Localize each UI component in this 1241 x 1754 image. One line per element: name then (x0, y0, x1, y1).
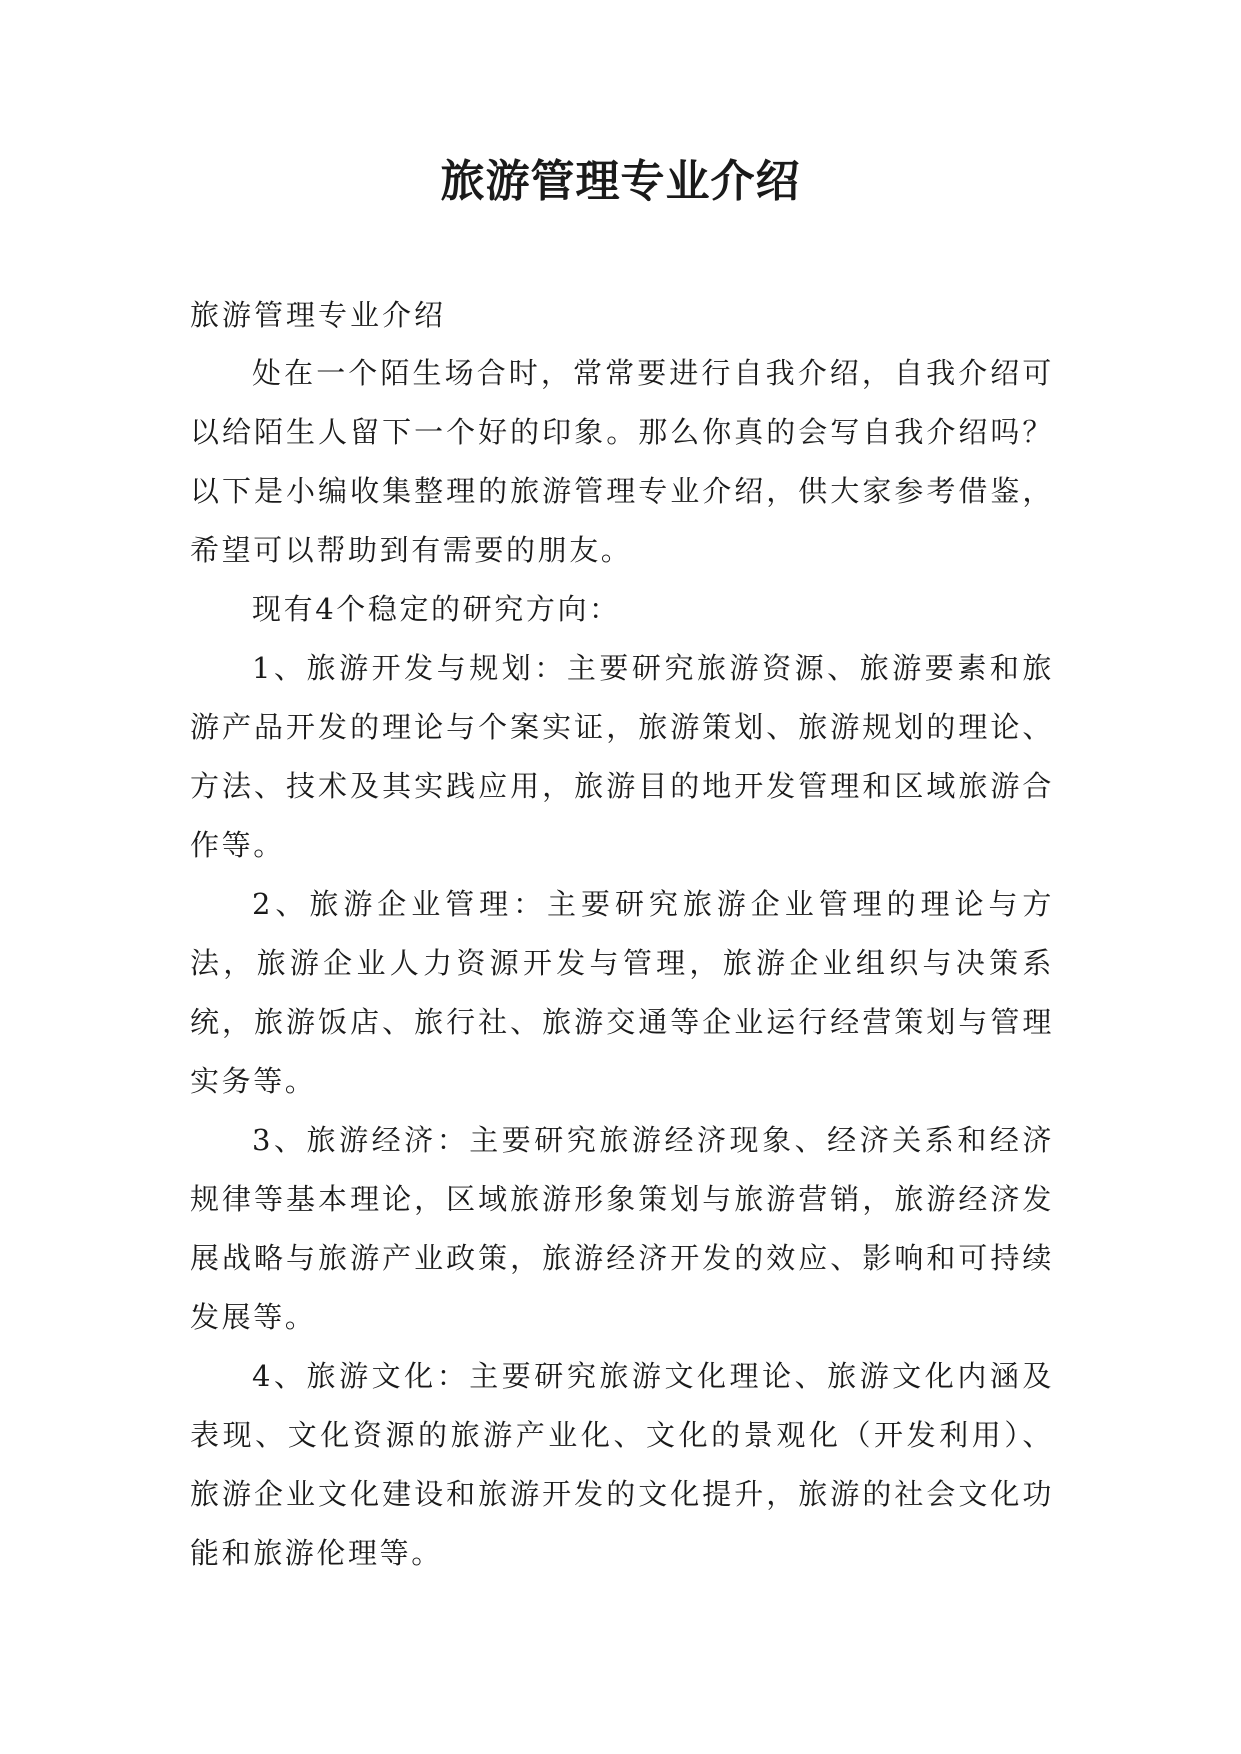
document-title: 旅游管理专业介绍 (440, 156, 801, 207)
research-directions-heading: 现有4个稳定的研究方向： (252, 592, 621, 626)
direction-3-paragraph: 3、旅游经济：主要研究旅游经济现象、经济关系和经济规律等基本理论，区域旅游形象策划与旅游营销，旅游经济发展战略与旅游产业政策，旅游经济开发的效应、影响和可持续发展等。 (190, 1123, 1054, 1334)
document-body (190, 287, 1054, 1583)
document-subtitle: 旅游管理专业介绍 (190, 298, 447, 332)
intro-paragraph: 处在一个陌生场合时，常常要进行自我介绍，自我介绍可以给陌生人留下一个好的印象。那么你真的会写自我介绍吗？以下是小编收集整理的旅游管理专业介绍，供大家参考借鉴，希望可以帮助到有需要的朋友。 (190, 356, 1054, 567)
direction-2-paragraph: 2、旅游企业管理：主要研究旅游企业管理的理论与方法，旅游企业人力资源开发与管理，旅游企业组织与决策系统，旅游饭店、旅行社、旅游交通等企业运行经营策划与管理实务等。 (190, 887, 1054, 1098)
direction-1-paragraph: 1、旅游开发与规划：主要研究旅游资源、旅游要素和旅游产品开发的理论与个案实证，旅游策划、旅游规划的理论、方法、技术及其实践应用，旅游目的地开发管理和区域旅游合作等。 (190, 651, 1054, 862)
direction-4-paragraph: 4、旅游文化：主要研究旅游文化理论、旅游文化内涵及表现、文化资源的旅游产业化、文化的景观化（开发利用）、旅游企业文化建设和旅游开发的文化提升，旅游的社会文化功能和旅游伦理等。 (190, 1359, 1054, 1570)
